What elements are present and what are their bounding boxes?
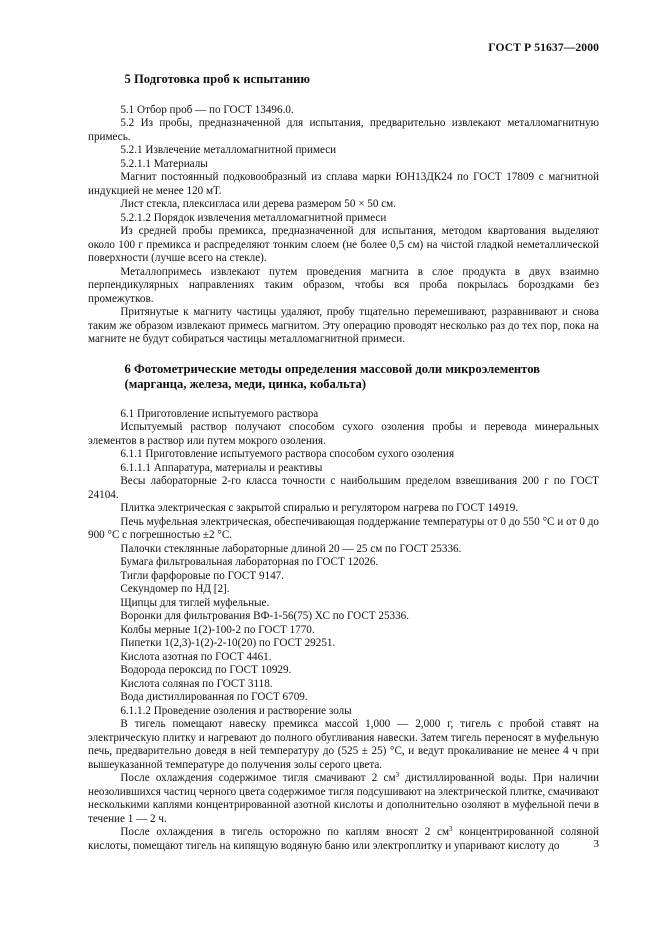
paragraph-magnet: Магнит постоянный подковообразный из сплава марки ЮН13ДК24 по ГОСТ 17809 с магнитной индукцией не менее 120 мТ.: [88, 171, 599, 197]
equipment-flasks: Колбы мерные 1(2)-100-2 по ГОСТ 1770.: [120, 623, 315, 636]
section-6-heading: 6 Фотометрические методы определения массовой доли микроэлементов (марганца, железа, меди, цинка, кобальта): [124, 361, 540, 391]
cubic-superscript: 3: [395, 771, 400, 779]
clause-6-1-1-2: 6.1.1.2 Проведение озоления и растворение золы: [120, 704, 352, 717]
equipment-hotplate: Плитка электрическая с закрытой спиралью и регулятором нагрева по ГОСТ 14919.: [120, 502, 519, 514]
cubic-superscript: 3: [449, 825, 453, 833]
equipment-funnels: Воронки для фильтрования ВФ-1-56(75) ХС по ГОСТ 25336.: [120, 610, 410, 622]
equipment-filter-paper: Бумага фильтровальная лабораторная по ГОСТ 12026.: [120, 556, 379, 568]
paragraph-test-solution: Испытуемый раствор получают способом сухого озоления пробы и перевода минеральных элементов в раствор или путем мокрого озоления.: [88, 421, 599, 447]
text-run: концентрированной соляной кислоты, помещают тигель на кипящую водяную баню или электроплитку и упаривают кислоту до: [88, 826, 599, 852]
clause-6-1-1: 6.1.1 Приготовление испытуемого раствора способом сухого озоления: [120, 448, 455, 460]
section-5-heading: 5 Подготовка проб к испытанию: [124, 72, 311, 86]
equipment-glass-rods: Палочки стеклянные лабораторные длиной 20 — 25 см по ГОСТ 25336.: [120, 542, 462, 555]
clause-6-1: 6.1 Приготовление испытуемого раствора: [120, 407, 319, 420]
equipment-pipettes: Пипетки 1(2,3)-1(2)-2-10(20) по ГОСТ 29251.: [120, 637, 336, 649]
reagent-nitric-acid: Кислота азотная по ГОСТ 4461.: [120, 650, 272, 663]
paragraph-repeat-operation: Притянутые к магниту частицы удаляют, пробу тщательно перемешивают, разравнивают и снова таким же образом извлекают примесь магнитом. Эту операцию проводят несколько раз до тех пор, пока на магните не будут собираться частицы металломагнитной примеси.: [88, 306, 599, 345]
text-run: После охлаждения содержимое тигля смачивают 2 см: [120, 772, 396, 784]
paragraph-glass-sheet: Лист стекла, плексигласа или дерева размером 50 × 50 см.: [120, 198, 396, 210]
text-run: После охлаждения в тигель осторожно по каплям вносят 2 см: [120, 826, 450, 838]
text-run: дистиллированной воды. При наличии неозолившихся частиц черного цвета содержимое тигля подсушивают на электрической плитке, смачивают несколькими каплями концентрированной азотной кислоты и дополнительно озоляют в муфельной печи в течение 1 — 2 ч.: [88, 772, 599, 825]
paragraph-sample-spread: Из средней пробы премикса, предназначенной для испытания, методом квартования выделяют около 100 г премикса и распределяют тонким слоем (не более 0,5 см) на чистой гладкой неметаллической поверхности (лучше всего на стекле).: [88, 225, 599, 264]
paragraph-after-cooling-water: [88, 772, 599, 826]
paragraph-ashing-procedure: В тигель помещают навеску премикса массой 1,000 — 2,000 г, тигель с пробой ставят на электрическую плитку и нагревают до полного обугливания навески. Затем тигель переносят в муфельную печь, предварительно доведя в ней температуру до (525 ± 25) °С, и ведут прокаливание не менее 4 ч при вышеуказанной температуре до получения золы серого цвета.: [88, 718, 599, 771]
clause-5-2-1: 5.2.1 Извлечение металломагнитной примеси: [120, 144, 337, 156]
equipment-crucibles: Тигли фарфоровые по ГОСТ 9147.: [120, 569, 285, 582]
clause-5-2-1-2: 5.2.1.2 Порядок извлечения металломагнитной примеси: [120, 211, 387, 224]
page-number: 3: [593, 838, 599, 850]
equipment-stopwatch: Секундомер по НД [2].: [120, 583, 230, 595]
equipment-scales: Весы лабораторные 2-го класса точности с наибольшим пределом взвешивания 200 г по ГОСТ 24104.: [88, 475, 599, 501]
clause-5-1: 5.1 Отбор проб — по ГОСТ 13496.0.: [120, 103, 294, 116]
reagent-hydrogen-peroxide: Водорода пероксид по ГОСТ 10929.: [120, 664, 292, 676]
clause-5-2-1-1: 5.2.1.1 Материалы: [120, 157, 208, 170]
reagent-distilled-water: Вода дистиллированная по ГОСТ 6709.: [120, 691, 308, 703]
reagent-hydrochloric-acid: Кислота соляная по ГОСТ 3118.: [120, 677, 273, 690]
paragraph-after-cooling-acid: [88, 826, 599, 853]
equipment-muffle-furnace: Печь муфельная электрическая, обеспечивающая поддержание температуры от 0 до 550 °С и от 0 до 900 °С с погрешностью ±2 °С.: [88, 515, 599, 541]
equipment-tongs: Щипцы для тиглей муфельные.: [120, 596, 270, 609]
clause-5-2: 5.2 Из пробы, предназначенной для испытания, предварительно извлекают металломагнитную примесь.: [88, 117, 599, 143]
document-body: [88, 72, 599, 853]
clause-6-1-1-1: 6.1.1.1 Аппаратура, материалы и реактивы: [120, 461, 323, 474]
document-code-header: ГОСТ Р 51637—2000: [488, 41, 599, 54]
paragraph-magnet-passes: Металлопримесь извлекают путем проведения магнита в слое продукта в двух взаимно перпендикулярных направлениях таким образом, чтобы вся проба покрылась бороздками без промежутков.: [88, 265, 599, 305]
